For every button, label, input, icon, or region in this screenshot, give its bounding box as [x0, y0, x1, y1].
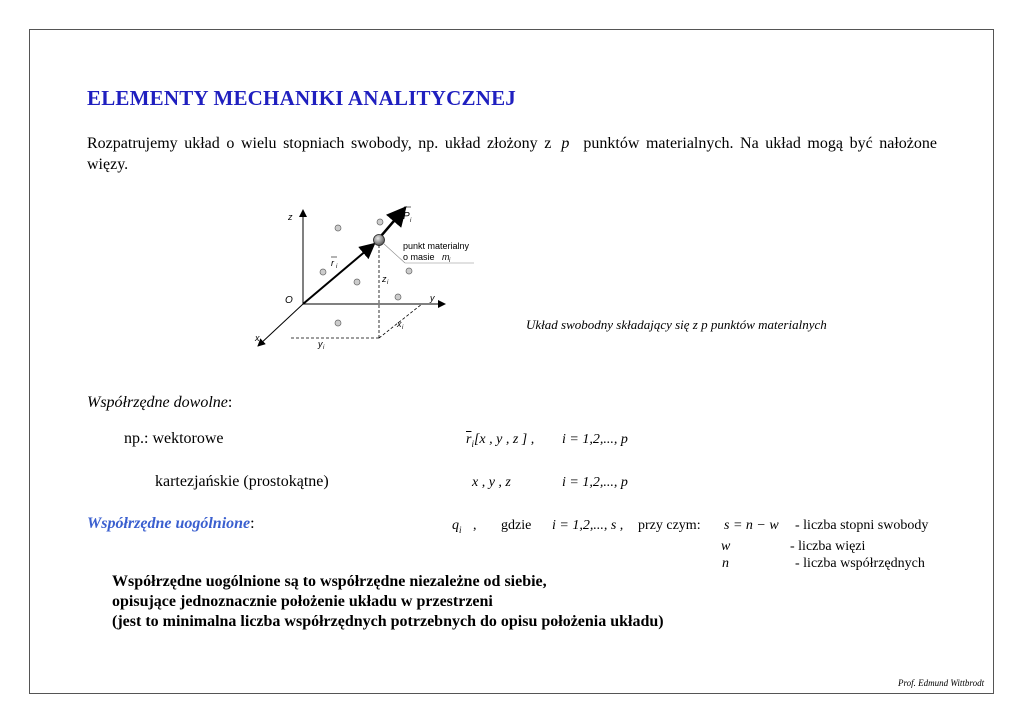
other-point [320, 269, 326, 275]
label-yi [317, 339, 325, 351]
vector-range: i = 1,2,..., p [562, 432, 628, 447]
generalized-q: $q_i$ [452, 518, 462, 535]
label-y: y [430, 293, 435, 303]
other-point [335, 320, 341, 326]
label-radius [331, 257, 338, 270]
label-material-point [403, 241, 470, 264]
vector-expression: $\overline{r}_i[x$ , y , z ] , [466, 432, 535, 449]
svg-text:i: i [336, 264, 338, 270]
var-w-description: - liczba więzi [790, 539, 866, 554]
svg-text:z: z [382, 274, 387, 284]
label-zi [381, 274, 389, 286]
definition-line-1: Współrzędne uogólnione są to współrzędne niezależne od siebie, [112, 573, 547, 590]
generalized-comma: , [473, 518, 477, 533]
svg-text:P: P [403, 211, 410, 222]
dof-formula: s = n − w [724, 518, 779, 533]
author-footer: Prof. Edmund Wittbrodt [898, 678, 985, 688]
force-vector [381, 208, 405, 236]
other-point [354, 279, 360, 285]
cartesian-range: i = 1,2,..., p [562, 475, 628, 490]
label-xi [396, 319, 404, 331]
other-point [335, 225, 341, 231]
svg-text:o masie: o masie [403, 252, 435, 262]
definition-line-2: opisujące jednoznacznie położenie układu w przestrzeni [112, 593, 493, 610]
other-point [377, 219, 383, 225]
intro-var-p: p [561, 135, 570, 152]
intro-paragraph [87, 133, 937, 175]
material-point [374, 235, 385, 246]
var-w: w [721, 539, 731, 554]
gdzie-label: gdzie [501, 518, 532, 533]
svg-text:x: x [397, 319, 402, 329]
intro-text-1: Rozpatrujemy układ o wielu stopniach swobody, np. układ złożony z [87, 135, 552, 152]
var-n: n [722, 556, 729, 571]
label-x: x [255, 333, 260, 343]
definition-line-3: (jest to minimalna liczba współrzędnych potrzebnych do opisu położenia układu) [112, 613, 664, 630]
cartesian-expression: x , y , z [472, 475, 511, 490]
var-n-description: - liczba współrzędnych [795, 556, 925, 571]
other-point [406, 268, 412, 274]
generalized-range: i = 1,2,..., s , [552, 518, 624, 533]
label-origin: O [285, 295, 293, 306]
heading-dowolne: Współrzędne dowolne: [87, 394, 233, 411]
dof-description: - liczba stopni swobody [795, 518, 929, 533]
svg-text:y: y [318, 339, 323, 349]
svg-text:i: i [402, 325, 404, 331]
svg-text:m: m [442, 252, 450, 262]
definition-block [112, 572, 664, 632]
label-z: z [288, 212, 293, 222]
other-point [395, 294, 401, 300]
coordinate-diagram [250, 200, 490, 355]
svg-text:i: i [323, 345, 325, 351]
svg-text:i: i [387, 280, 389, 286]
diagram-caption: Układ swobodny składający się z p punktów materialnych [526, 317, 827, 332]
page-title: ELEMENTY MECHANIKI ANALITYCZNEJ [87, 86, 516, 110]
svg-text:punkt materialny: punkt materialny [403, 241, 470, 251]
x-axis [258, 304, 303, 346]
position-vector [303, 244, 374, 304]
svg-text:i: i [410, 218, 412, 224]
intro-text-2: punktów materialnych. Na układ mogą być nałożone więzy. [87, 135, 938, 173]
svg-text:r: r [331, 258, 334, 268]
heading-uogolnione: Współrzędne uogólnione: [87, 515, 255, 532]
svg-text:i: i [449, 258, 451, 264]
przy-czym-label: przy czym: [638, 518, 701, 533]
vector-label: np.: wektorowe [124, 430, 224, 447]
cartesian-label: kartezjańskie (prostokątne) [155, 473, 329, 490]
